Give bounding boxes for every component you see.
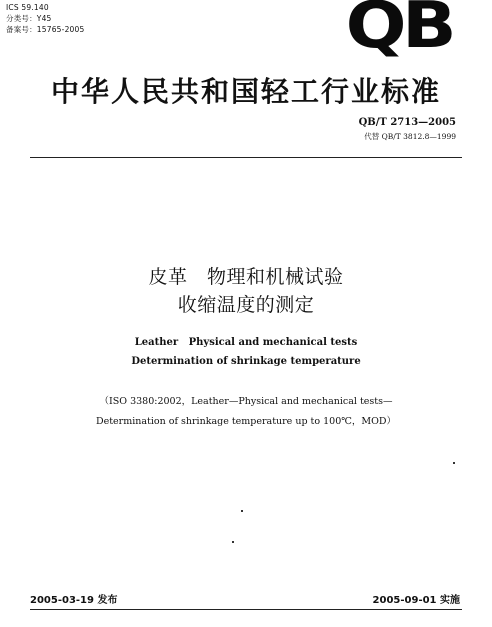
iso-equivalence-line-2: Determination of shrinkage temperature up to 100℃，MOD） [96, 416, 396, 427]
standard-number: QB/T 2713—2005 [358, 117, 456, 128]
implementation-date: 2005-09-01 实施 [372, 595, 460, 606]
replaces-standard: 代替 QB/T 3812.8—1999 [364, 132, 456, 141]
title-english-line-2: Determination of shrinkage temperature [131, 356, 361, 367]
qb-logo: QB [345, 0, 452, 63]
title-english-line-1: Leather Physical and mechanical tests [134, 337, 358, 348]
scan-speck [453, 462, 455, 464]
scan-speck [241, 510, 243, 512]
scan-speck [232, 541, 234, 543]
iso-equivalence-line-1: （ISO 3380:2002，Leather—Physical and mechanical tests— [99, 396, 393, 407]
issue-date: 2005-03-19 发布 [30, 595, 118, 606]
ics-code: ICS 59.140 [6, 3, 49, 12]
footer-divider [30, 609, 462, 610]
title-chinese-line-2: 收缩温度的测定 [177, 294, 315, 316]
header-divider [30, 157, 462, 158]
classification-number: 分类号：Y45 [6, 14, 52, 23]
filing-number: 备案号：15765-2005 [6, 25, 85, 34]
issuing-organization: 中华人民共和国轻工行业标准 [50, 75, 441, 108]
title-chinese-line-1: 皮革 物理和机械试验 [148, 266, 344, 288]
